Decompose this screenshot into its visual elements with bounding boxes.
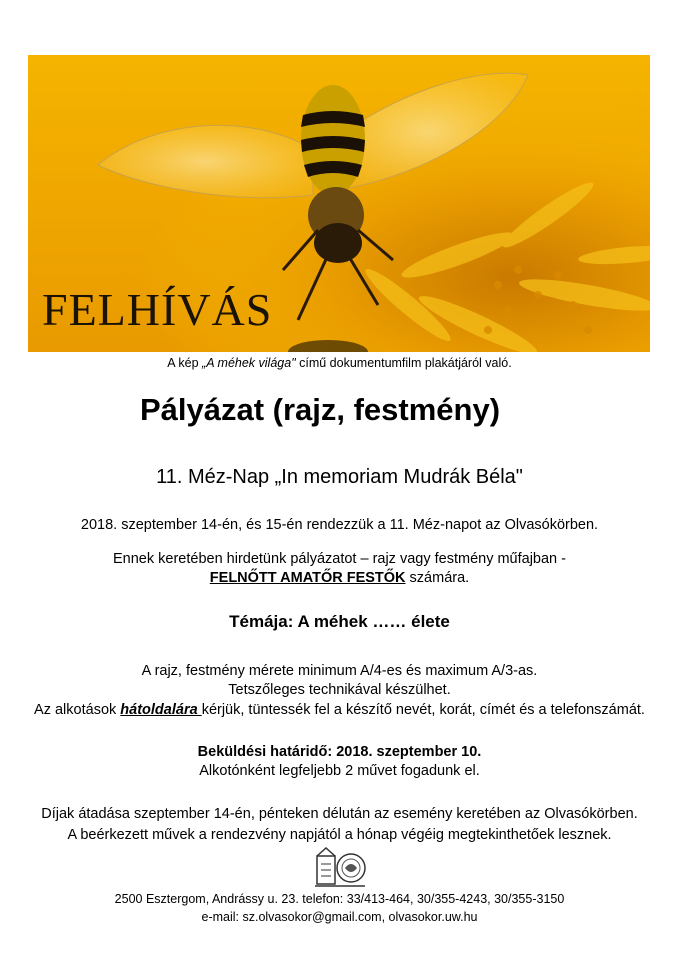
awards-line1: Díjak átadása szeptember 14-én, pénteken délután az esemény keretében az Olvasókörben. (41, 806, 638, 822)
subtitle: 11. Méz-Nap „In memoriam Mudrák Béla" (156, 466, 523, 488)
theme: Témája: A méhek …… élete (229, 612, 450, 631)
footer-contact: e-mail: sz.olvasokor@gmail.com, olvasokor.uw.hu (201, 910, 478, 924)
call-target-suffix: számára. (405, 570, 470, 586)
caption-film-title: „A méhek világa" (202, 356, 296, 370)
footer-address: 2500 Esztergom, Andrássy u. 23. telefon: 33/413-464, 30/355-4243, 30/355-3150 (114, 892, 565, 906)
rules-line2: Tetszőleges technikával készülhet. (228, 682, 451, 698)
rules-line1: A rajz, festmény mérete minimum A/4-es és maximum A/3-as. (141, 663, 538, 679)
rules-line3-emph: hátoldalára (120, 702, 202, 718)
olvasokor-logo-icon (313, 846, 367, 890)
headline: Pályázat (rajz, festmény) (139, 392, 501, 427)
caption-prefix: A kép (167, 356, 203, 370)
rules-line3 (0, 701, 679, 720)
call-line2 (0, 569, 679, 588)
hero-title: FELHÍVÁS (42, 284, 273, 335)
call-target: FELNŐTT AMATŐR FESTŐK (209, 570, 406, 586)
hero-image (28, 55, 650, 352)
intro-text: 2018. szeptember 14-én, és 15-én rendezzük a 11. Méz-napot az Olvasókörben. (80, 517, 599, 533)
awards-line2: A beérkezett művek a rendezvény napjától a hónap végéig megtekinthetőek lesznek. (67, 827, 612, 843)
rules-line3-prefix: Az alkotások (34, 702, 121, 718)
deadline-label: Beküldési határidő: 2018. szeptember 10. (197, 744, 482, 760)
image-caption (0, 356, 679, 370)
caption-suffix: című dokumentumfilm plakátjáról való. (295, 356, 512, 370)
call-line1: Ennek keretében hirdetünk pályázatot – rajz vagy festmény műfajban - (113, 551, 566, 567)
rules-line3-suffix: kérjük, tüntessék fel a készítő nevét, korát, címét és a telefonszámát. (201, 702, 645, 718)
deadline-limit: Alkotónként legfeljebb 2 művet fogadunk el. (199, 763, 480, 779)
